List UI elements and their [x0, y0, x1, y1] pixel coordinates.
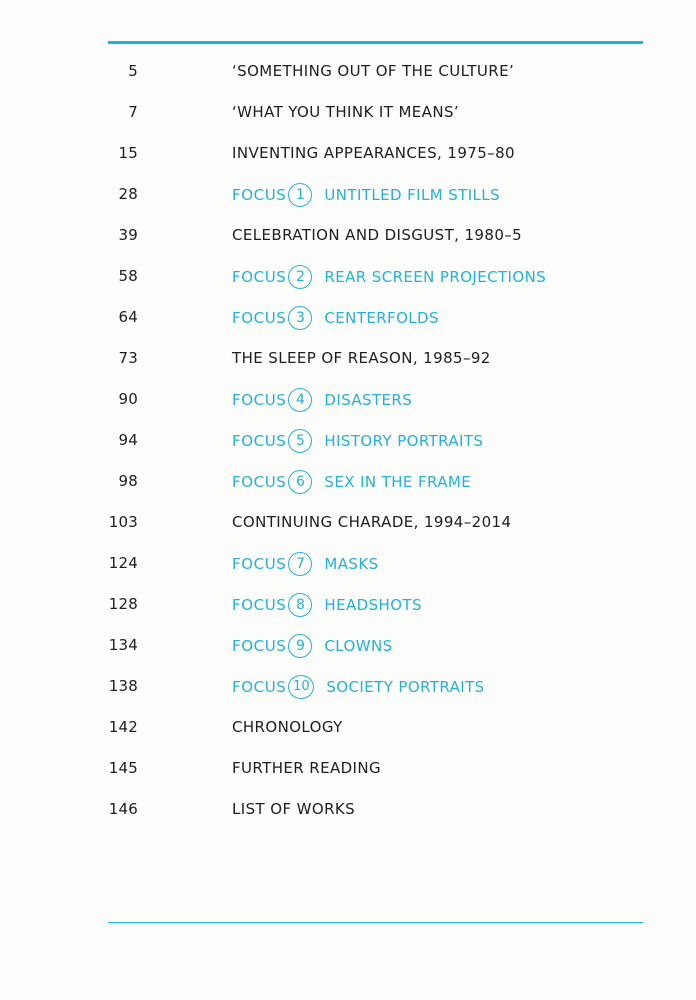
- focus-label: FOCUS: [232, 637, 287, 655]
- toc-title: CHRONOLOGY: [232, 718, 343, 736]
- toc-title: CONTINUING CHARADE, 1994–2014: [232, 513, 512, 531]
- toc-entry-text: [232, 513, 511, 531]
- focus-number-circle: 1: [288, 183, 312, 207]
- focus-number-circle: 6: [288, 470, 312, 494]
- toc-title: SEX IN THE FRAME: [324, 473, 472, 491]
- toc-entry-text: [232, 306, 439, 330]
- toc-entry: [0, 51, 696, 92]
- toc-entry-text: [232, 675, 485, 699]
- toc-entry-text: [232, 634, 393, 658]
- top-rule: [108, 41, 643, 44]
- toc-title: MASKS: [324, 555, 379, 573]
- focus-label: FOCUS: [232, 268, 287, 286]
- toc-title: CELEBRATION AND DISGUST, 1980–5: [232, 226, 523, 244]
- focus-number-circle: 9: [288, 634, 312, 658]
- toc-entry-text: [232, 718, 343, 736]
- focus-number-circle: 3: [288, 306, 312, 330]
- toc-entry-text: [232, 800, 355, 818]
- toc-entry-text: [232, 183, 500, 207]
- toc-title: UNTITLED FILM STILLS: [324, 186, 500, 204]
- toc-page-number: 103: [108, 513, 138, 531]
- toc-entry: [0, 748, 696, 789]
- focus-label: FOCUS: [232, 596, 287, 614]
- toc-entry-text: [232, 349, 491, 367]
- toc-page-number: 7: [128, 103, 138, 121]
- toc-page-number: 128: [108, 595, 138, 613]
- toc-entry: [0, 502, 696, 543]
- toc-entry-text: [232, 103, 459, 121]
- toc-entry: [0, 338, 696, 379]
- toc-focus-entry: [0, 256, 696, 297]
- focus-number-circle: 7: [288, 552, 312, 576]
- toc-title: HISTORY PORTRAITS: [324, 432, 484, 450]
- toc-entry-text: [232, 144, 515, 162]
- toc-page-number: 142: [108, 718, 138, 736]
- toc-title: THE SLEEP OF REASON, 1985–92: [232, 349, 491, 367]
- toc-page-number: 146: [108, 800, 138, 818]
- toc-entry-text: [232, 759, 381, 777]
- toc-title: ‘SOMETHING OUT OF THE CULTURE’: [232, 62, 515, 80]
- focus-number-circle: 10: [288, 675, 314, 699]
- focus-label: FOCUS: [232, 555, 287, 573]
- toc-entry: [0, 133, 696, 174]
- toc-title: LIST OF WORKS: [232, 800, 356, 818]
- toc-focus-entry: [0, 461, 696, 502]
- toc-page-number: 94: [118, 431, 138, 449]
- toc-page-number: 73: [118, 349, 138, 367]
- toc-entry: [0, 215, 696, 256]
- toc-page-number: 138: [108, 677, 138, 695]
- toc-title: HEADSHOTS: [324, 596, 422, 614]
- focus-number-circle: 5: [288, 429, 312, 453]
- toc-focus-entry: [0, 420, 696, 461]
- toc-page-number: 98: [118, 472, 138, 490]
- toc-focus-entry: [0, 297, 696, 338]
- toc-focus-entry: [0, 543, 696, 584]
- toc-focus-entry: [0, 379, 696, 420]
- toc-title: DISASTERS: [324, 391, 413, 409]
- toc-title: REAR SCREEN PROJECTIONS: [324, 268, 547, 286]
- focus-number-circle: 2: [288, 265, 312, 289]
- focus-label: FOCUS: [232, 678, 287, 696]
- toc-page-number: 90: [118, 390, 138, 408]
- toc-page-number: 58: [118, 267, 138, 285]
- toc-entry-text: [232, 552, 379, 576]
- toc-page-number: 145: [108, 759, 138, 777]
- toc-entry-text: [232, 593, 422, 617]
- focus-label: FOCUS: [232, 309, 287, 327]
- toc-entry: [0, 92, 696, 133]
- focus-number-circle: 8: [288, 593, 312, 617]
- toc-page-number: 15: [118, 144, 138, 162]
- toc-page-number: 124: [108, 554, 138, 572]
- toc-title: SOCIETY PORTRAITS: [326, 678, 485, 696]
- toc-page-number: 134: [108, 636, 138, 654]
- toc-title: CLOWNS: [324, 637, 393, 655]
- focus-number-circle: 4: [288, 388, 312, 412]
- toc-title: INVENTING APPEARANCES, 1975–80: [232, 144, 515, 162]
- focus-label: FOCUS: [232, 186, 287, 204]
- toc-entry-text: [232, 265, 546, 289]
- toc-page-number: 5: [128, 62, 138, 80]
- toc-page-number: 39: [118, 226, 138, 244]
- toc-page-number: 64: [118, 308, 138, 326]
- toc-focus-entry: [0, 625, 696, 666]
- focus-label: FOCUS: [232, 432, 287, 450]
- toc-focus-entry: [0, 584, 696, 625]
- focus-label: FOCUS: [232, 391, 287, 409]
- table-of-contents: [0, 51, 696, 830]
- bottom-rule: [108, 922, 643, 923]
- toc-entry: [0, 789, 696, 830]
- toc-title: CENTERFOLDS: [324, 309, 439, 327]
- toc-focus-entry: [0, 666, 696, 707]
- toc-title: FURTHER READING: [232, 759, 382, 777]
- toc-focus-entry: [0, 174, 696, 215]
- toc-page-number: 28: [118, 185, 138, 203]
- toc-entry-text: [232, 429, 483, 453]
- toc-entry: [0, 707, 696, 748]
- toc-title: ‘WHAT YOU THINK IT MEANS’: [232, 103, 460, 121]
- toc-entry-text: [232, 62, 514, 80]
- toc-entry-text: [232, 226, 522, 244]
- toc-entry-text: [232, 388, 412, 412]
- toc-entry-text: [232, 470, 471, 494]
- focus-label: FOCUS: [232, 473, 287, 491]
